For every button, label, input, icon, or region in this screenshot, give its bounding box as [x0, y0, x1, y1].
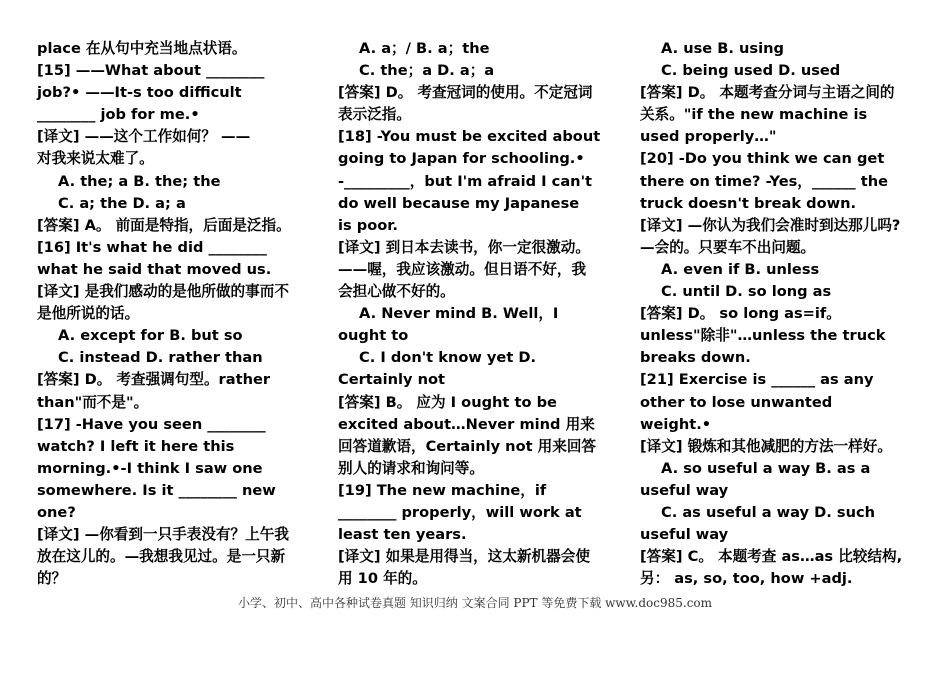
text-line: breaks down. [640, 349, 751, 367]
text-line: C. the；a D. a；a [359, 62, 495, 80]
text-line: going to Japan for schooling.• [338, 150, 585, 168]
text-line: C. being used D. used [661, 62, 841, 80]
text-line: unless"除非"…unless the truck [640, 327, 886, 345]
text-line: is poor. [338, 216, 398, 234]
text-line: do well because my Japanese [338, 194, 580, 212]
text-line: [答案] B。 应为 I ought to be [338, 393, 557, 411]
text-line: [译文] ——这个工作如何？ —— [37, 128, 251, 146]
text-line: 表示泛指。 [338, 106, 411, 124]
text-line: -_________，but I'm afraid I can't [338, 172, 593, 190]
text-line: [答案] A。 前面是特指，后面是泛指。 [37, 216, 291, 234]
text-line: somewhere. Is it ________ new [37, 481, 276, 499]
text-line: A. except for B. but so [58, 327, 243, 345]
text-line: A. even if B. unless [661, 260, 820, 278]
text-line: [19] The new machine，if [338, 481, 547, 499]
text-line: there on time? -Yes，______ the [640, 172, 889, 190]
text-line: 对我来说太难了。 [37, 150, 154, 168]
text-line: other to lose unwanted [640, 393, 833, 411]
text-line: [答案] D。 考查强调句型。rather [37, 371, 271, 389]
text-line: useful way [640, 526, 729, 544]
text-line: C. I don't know yet D. [359, 349, 537, 367]
text-line: A. a；/ B. a；the [359, 40, 490, 57]
text-line: Certainly not [338, 371, 446, 389]
text-line: 放在这儿的。—我想我见过。是一只新 [37, 548, 286, 566]
text-line: least ten years. [338, 526, 467, 544]
text-line: morning.•-I think I saw one [37, 459, 263, 477]
text-line: [答案] D。 so long as=if。 [640, 305, 841, 323]
text-line: [20] -Do you think we can get [640, 150, 885, 168]
text-line: weight.• [640, 415, 712, 433]
text-line: [译文] 如果是用得当，这太新机器会使 [338, 548, 590, 566]
text-line: [答案] C。 本题考查 as…as 比较结构, [640, 548, 903, 566]
text-line: used properly…" [640, 128, 777, 146]
text-line: [译文] 到日本去读书，你一定很激动。 [338, 238, 590, 256]
text-line: place 在从句中充当地点状语。 [37, 40, 247, 57]
text-line: A. use B. using [661, 40, 784, 57]
text-line: C. instead D. rather than [58, 349, 263, 367]
text-line: 的？ [37, 570, 67, 588]
text-line: 用 10 年的。 [338, 570, 427, 588]
text-line: [译文] —你认为我们会准时到达那儿吗? [640, 216, 901, 234]
text-line: than"而不是"。 [37, 393, 149, 411]
text-line: 关系。"if the new machine is [640, 106, 868, 124]
text-line: ——喔，我应该激动。但日语不好，我 [338, 260, 587, 278]
text-line: watch? I left it here this [37, 437, 235, 455]
column-3 [640, 38, 922, 590]
text-line: A. Never mind B. Well，I [359, 305, 559, 323]
text-line: [17] -Have you seen ________ [37, 415, 266, 433]
text-line: excited about…Never mind 用来 [338, 415, 595, 433]
text-line: A. so useful a way B. as a [661, 459, 871, 477]
text-line: C. until D. so long as [661, 283, 832, 301]
text-line: [译文] —你看到一只手表没有？上午我 [37, 526, 289, 544]
text-line: C. as useful a way D. such [661, 503, 876, 521]
text-line: [译文] 是我们感动的是他所做的事而不 [37, 283, 289, 301]
text-line: useful way [640, 481, 729, 499]
text-line: [译文] 锻炼和其他减肥的方法一样好。 [640, 437, 892, 455]
text-line: [18] -You must be excited about [338, 128, 601, 146]
text-line: [16] It's what he did ________ [37, 238, 267, 256]
text-line: 另： as, so, too, how +adj. [640, 570, 853, 588]
text-line: ________ job for me.• [37, 106, 200, 124]
text-line: —会的。只要车不出问题。 [640, 238, 816, 256]
text-line: truck doesn't break down. [640, 194, 857, 212]
text-line: A. the; a B. the; the [58, 172, 221, 190]
text-line: ________ properly，will work at [338, 503, 582, 521]
text-line: job?• ——It-s too difficult [37, 84, 242, 102]
page-footer: 小学、初中、高中各种试卷真题 知识归纳 文案合同 PPT 等免费下载 www.doc985.com [237, 596, 713, 610]
text-line: [答案] D。 本题考查分词与主语之间的 [640, 84, 895, 102]
text-line: [21] Exercise is ______ as any [640, 371, 874, 389]
text-line: ought to [338, 327, 409, 345]
text-line: 是他所说的话。 [37, 305, 140, 323]
text-line: 回答道歉语，Certainly not 用来回答 [338, 437, 597, 455]
text-line: 会担心做不好的。 [338, 283, 455, 301]
text-line: [15] ——What about ________ [37, 62, 265, 80]
text-line: C. a; the D. a; a [58, 194, 186, 212]
column-1 [37, 38, 317, 590]
text-line: [答案] D。 考查冠词的使用。不定冠词 [338, 84, 593, 102]
text-line: what he said that moved us. [37, 260, 272, 278]
text-line: 别人的请求和询问等。 [338, 459, 484, 477]
text-line: one? [37, 503, 76, 521]
column-2 [338, 38, 622, 590]
